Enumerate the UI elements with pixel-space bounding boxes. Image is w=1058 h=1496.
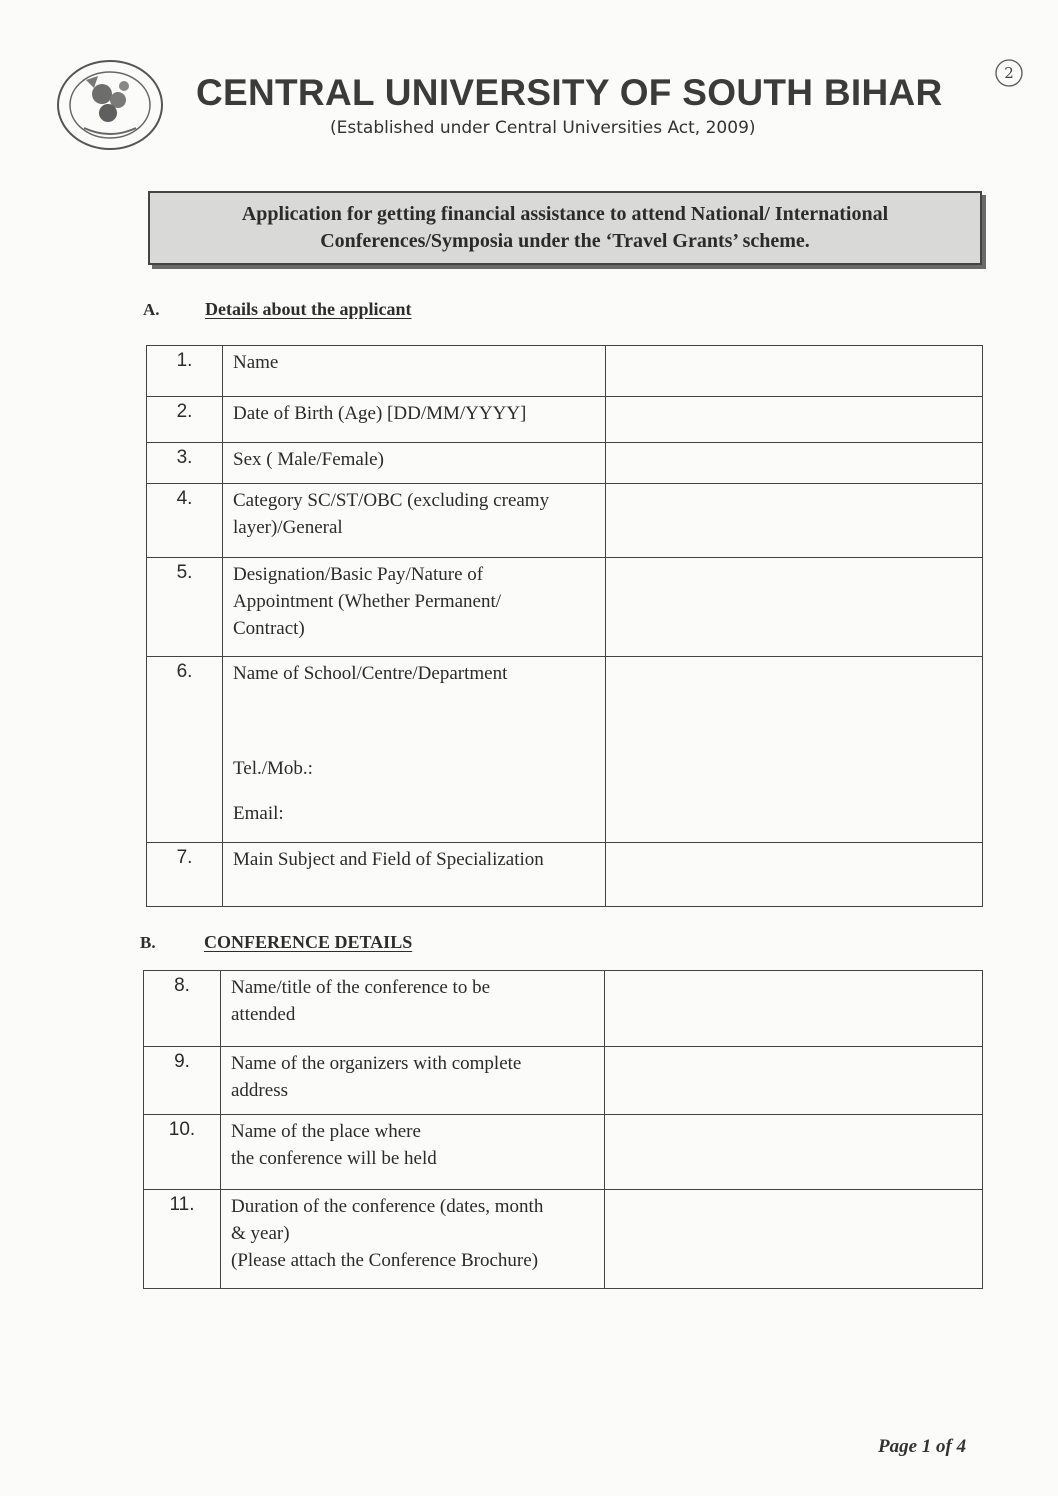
row-number: 1.: [147, 346, 223, 397]
sex-field[interactable]: [606, 443, 983, 484]
row-number: 2.: [147, 397, 223, 443]
establishment-note: (Established under Central Universities Act, 2009): [330, 118, 756, 138]
handwritten-page-mark: [994, 58, 1024, 88]
row-number: 10.: [144, 1115, 221, 1190]
section-a-title: Details about the applicant: [205, 299, 412, 319]
table-row: [144, 971, 983, 1047]
university-name: CENTRAL UNIVERSITY OF SOUTH BIHAR: [196, 72, 943, 113]
applicant-details-table: [146, 345, 983, 907]
field-label: Main Subject and Field of Specialization: [223, 843, 606, 907]
svg-text:2: 2: [1004, 64, 1014, 82]
row-number: 9.: [144, 1047, 221, 1115]
table-row: [147, 657, 983, 843]
field-label: Sex ( Male/Female): [223, 443, 606, 484]
university-seal-logo: [54, 58, 166, 152]
row-number: 7.: [147, 843, 223, 907]
row-number: 8.: [144, 971, 221, 1047]
row-number: 11.: [144, 1190, 221, 1289]
form-title-banner: [148, 191, 982, 265]
organizers-field[interactable]: [605, 1047, 983, 1115]
specialization-field[interactable]: [606, 843, 983, 907]
conference-duration-field[interactable]: [605, 1190, 983, 1289]
banner-line-1: Application for getting financial assistance to attend National/ International: [241, 203, 889, 225]
field-label: Name of the organizers with complete address: [221, 1047, 605, 1115]
conference-details-table: [143, 970, 983, 1289]
row-number: 4.: [147, 484, 223, 558]
field-label: Duration of the conference (dates, month & year) (Please attach the Conference Brochure): [221, 1190, 605, 1289]
table-row: [147, 484, 983, 558]
field-label: Name: [223, 346, 606, 397]
table-row: [144, 1190, 983, 1289]
field-label: Designation/Basic Pay/Nature of Appointment (Whether Permanent/ Contract): [223, 558, 606, 657]
email-label: Email:: [233, 803, 284, 824]
table-row: [147, 558, 983, 657]
row-number: 6.: [147, 657, 223, 843]
field-label: Category SC/ST/OBC (excluding creamy layer)/General: [223, 484, 606, 558]
conference-place-field[interactable]: [605, 1115, 983, 1190]
table-row: [147, 443, 983, 484]
table-row: [144, 1115, 983, 1190]
page-number: Page 1 of 4: [878, 1436, 967, 1457]
category-field[interactable]: [606, 484, 983, 558]
field-label: Date of Birth (Age) [DD/MM/YYYY]: [223, 397, 606, 443]
section-a-letter: A.: [143, 300, 160, 319]
section-b-letter: B.: [140, 933, 156, 952]
row-number: 3.: [147, 443, 223, 484]
designation-field[interactable]: [606, 558, 983, 657]
department-field[interactable]: [606, 657, 983, 843]
banner-line-2: Conferences/Symposia under the ‘Travel Grants’ scheme.: [320, 230, 810, 252]
name-field[interactable]: [606, 346, 983, 397]
conference-title-field[interactable]: [605, 971, 983, 1047]
table-row: [147, 346, 983, 397]
tel-label: Tel./Mob.:: [233, 758, 313, 779]
date-of-birth-field[interactable]: [606, 397, 983, 443]
field-label: Name of the place where the conference will be held: [221, 1115, 605, 1190]
section-b-title: CONFERENCE DETAILS: [204, 932, 413, 952]
table-row: [144, 1047, 983, 1115]
field-label: Name/title of the conference to be attended: [221, 971, 605, 1047]
table-row: [147, 397, 983, 443]
table-row: [147, 843, 983, 907]
field-label: Name of School/Centre/Department Tel./Mob.: Email:: [223, 657, 606, 843]
row-number: 5.: [147, 558, 223, 657]
